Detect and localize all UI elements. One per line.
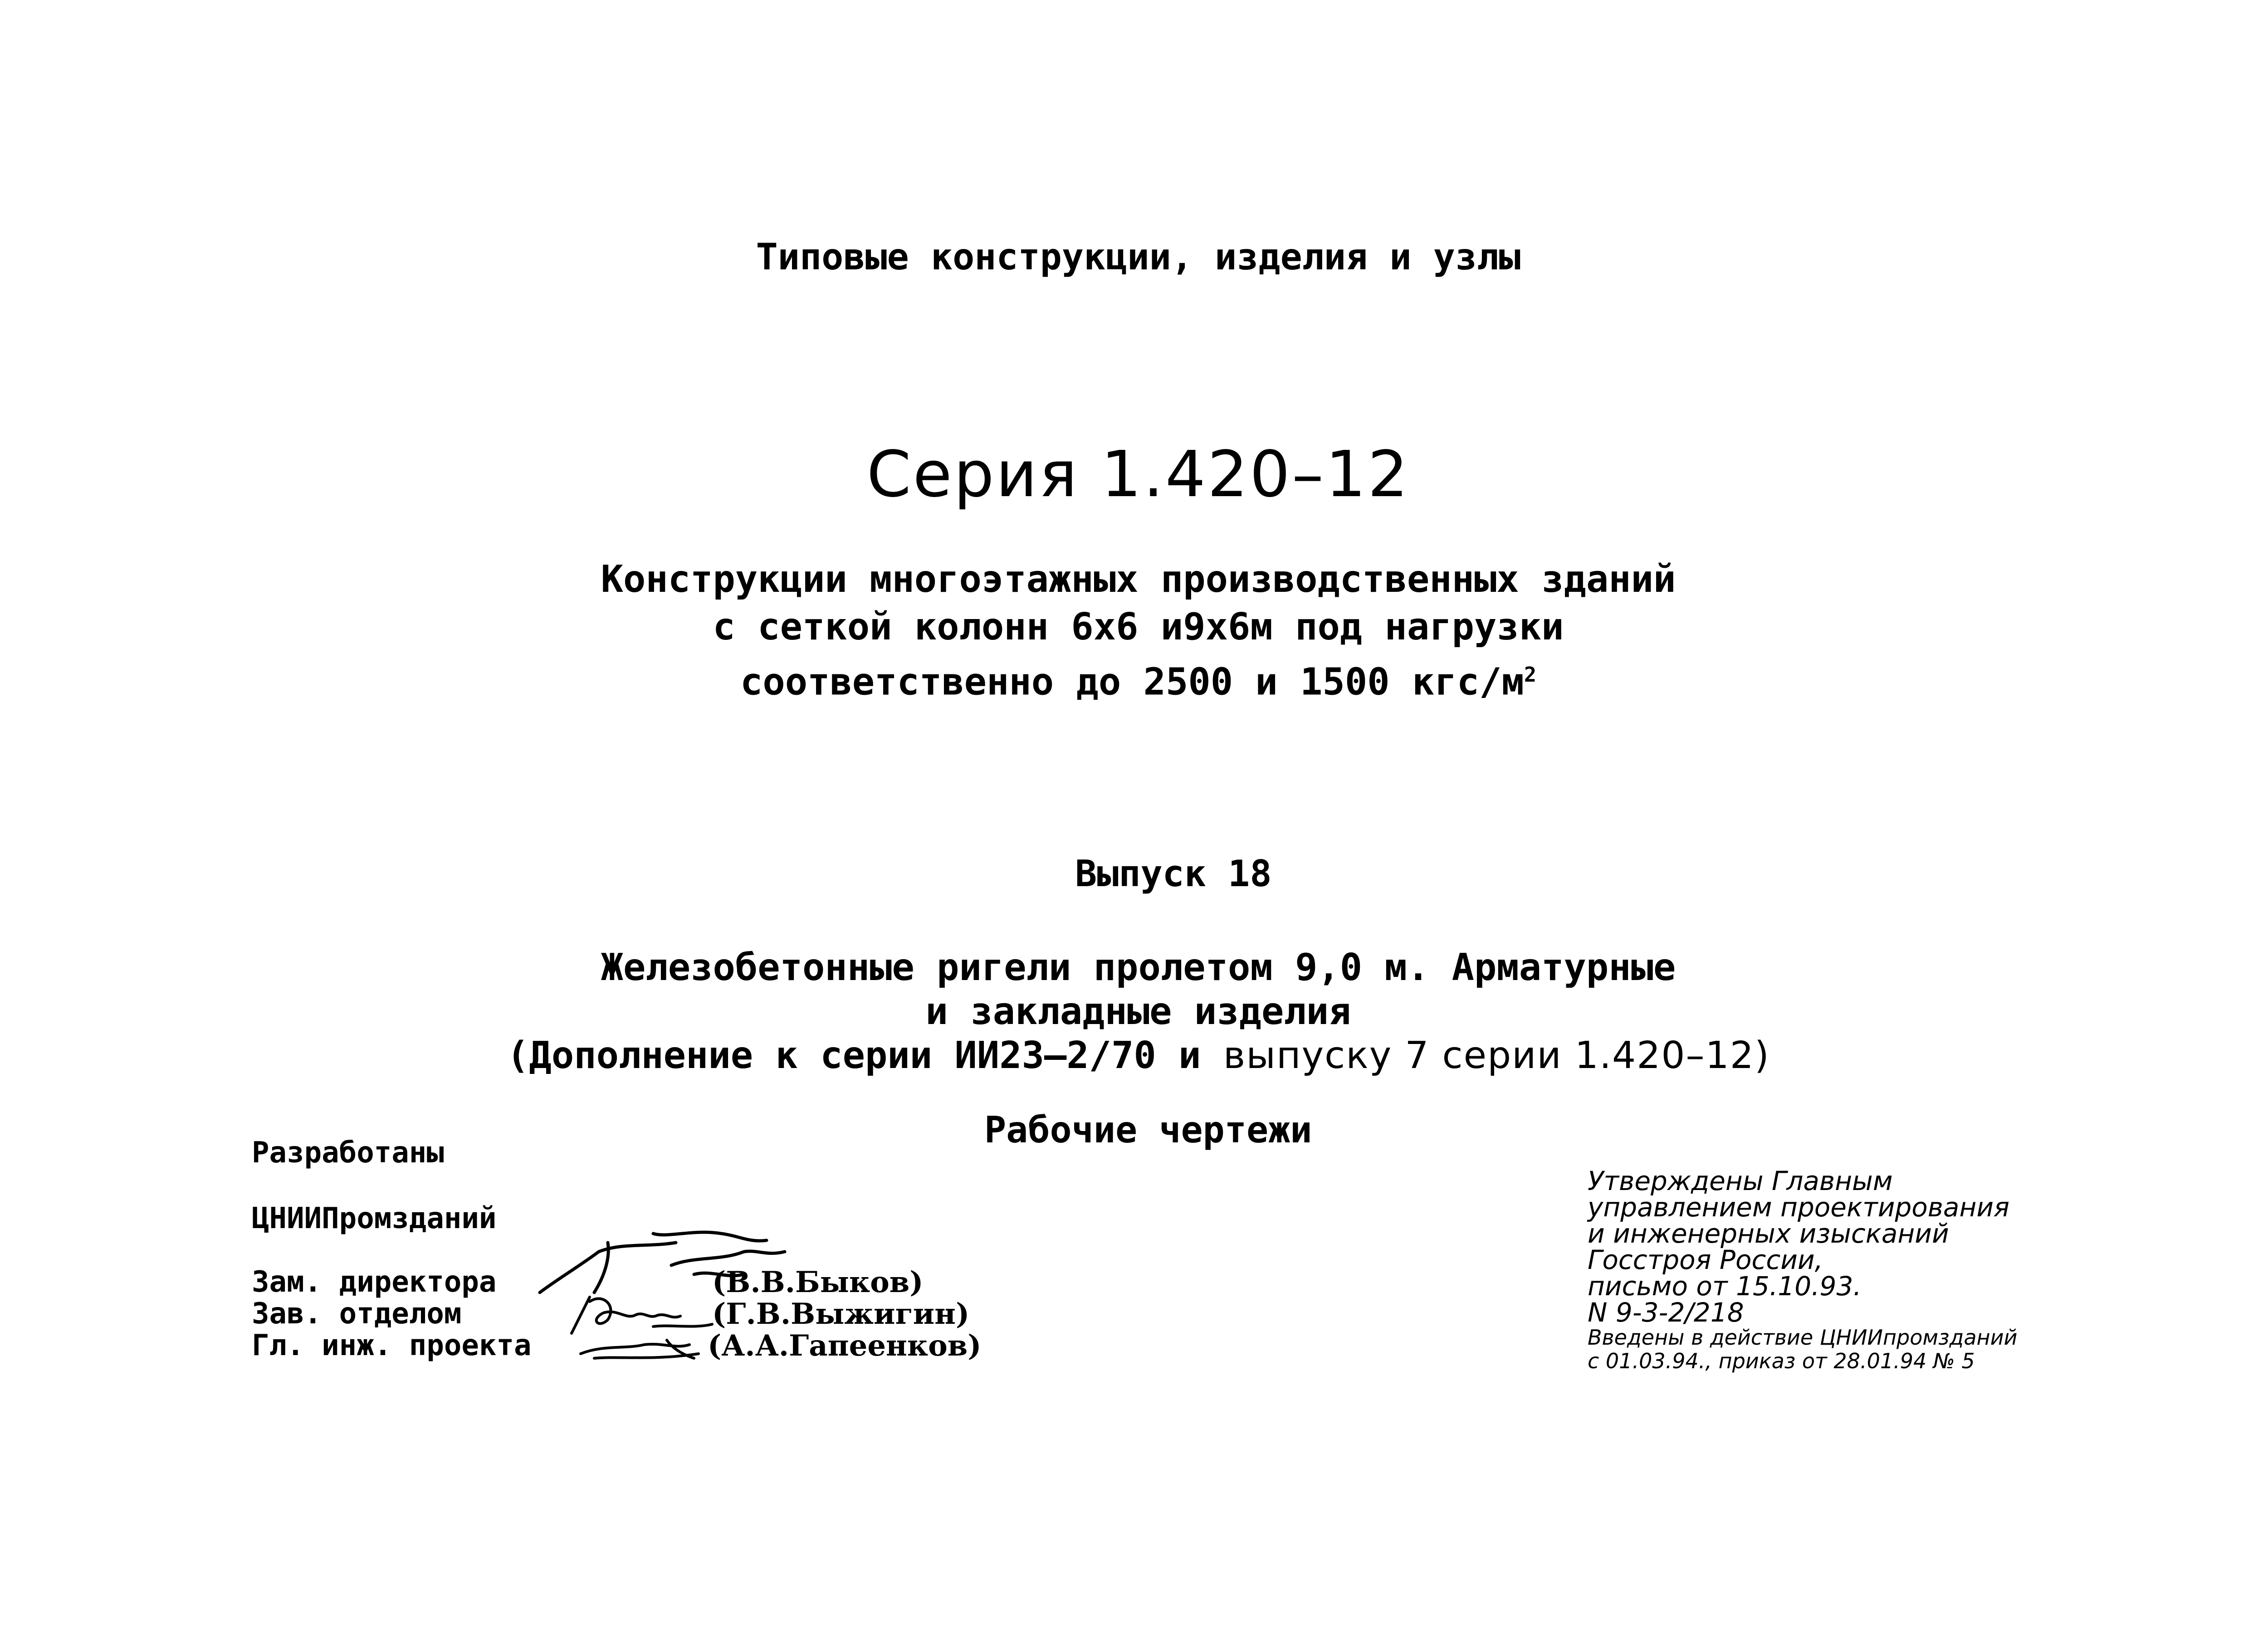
signatory-name-3: (А.А.Гапеенков)	[708, 1329, 982, 1363]
approval-line-3: и инженерных изысканий	[1588, 1218, 1949, 1249]
developed-label: Разработаны	[252, 1136, 444, 1170]
approval-line-4: Госстроя России,	[1588, 1244, 1823, 1275]
subject-line-2: с сеткой колонн 6х6 и9х6м под нагрузки	[713, 605, 1564, 649]
superscript-2: 2	[1524, 663, 1537, 687]
signatory-name-1: (В.В.Быков)	[712, 1265, 924, 1299]
approval-line-1: Утверждены Главным	[1588, 1166, 1893, 1196]
signature-3	[576, 1331, 708, 1367]
subject-line-3: соответственно до 2500 и 1500 кгс/$м^2$	[740, 660, 1537, 704]
issue-topic-line-3	[0, 1034, 2268, 1078]
signatory-role-3: Гл. инж. проекта	[252, 1329, 532, 1362]
issue-label: Выпуск 18	[1075, 853, 1272, 895]
signatory-role-2: Зав. отделом	[252, 1297, 462, 1331]
issue-topic-line-3-printed: (Дополнение к серии ИИ23–2/70 и	[507, 1034, 1201, 1077]
subject-block	[0, 556, 2268, 706]
issue-topic-line-1: Железобетонные ригели пролетом 9,0 м. Арматурные	[601, 946, 1676, 989]
approval-line-5: письмо от 15.10.93.	[1588, 1271, 1862, 1302]
signature-2	[562, 1288, 721, 1338]
issue-topic-line-3-handwritten: выпуску 7 серии 1.420–12)	[1223, 1034, 1770, 1077]
signatory-role-1: Зам. директора	[252, 1265, 497, 1299]
enacted-line-1: Введены в действие ЦНИИпромзданий	[1588, 1325, 2018, 1350]
subject-line-1: Конструкции многоэтажных производственных зданий	[601, 558, 1676, 601]
doc-type: Рабочие чертежи	[984, 1109, 1312, 1151]
approval-line-2: управлением проектирования	[1588, 1192, 2009, 1223]
catalog-title: Типовые конструкции, изделия и узлы	[756, 236, 1521, 278]
signatory-name-2: (Г.В.Выжигин)	[712, 1297, 970, 1331]
approval-line-6: N 9-3-2/218	[1588, 1297, 1744, 1328]
enacted-line-2: с 01.03.94., приказ от 28.01.94 № 5	[1588, 1349, 1975, 1373]
developer-organization: ЦНИИПромзданий	[252, 1202, 497, 1235]
series-title: Серия 1.420–12	[866, 438, 1410, 512]
approval-block	[1588, 1168, 2017, 1373]
issue-topic-block	[0, 946, 2268, 1078]
issue-topic-line-2: и закладные изделия	[925, 990, 1351, 1033]
